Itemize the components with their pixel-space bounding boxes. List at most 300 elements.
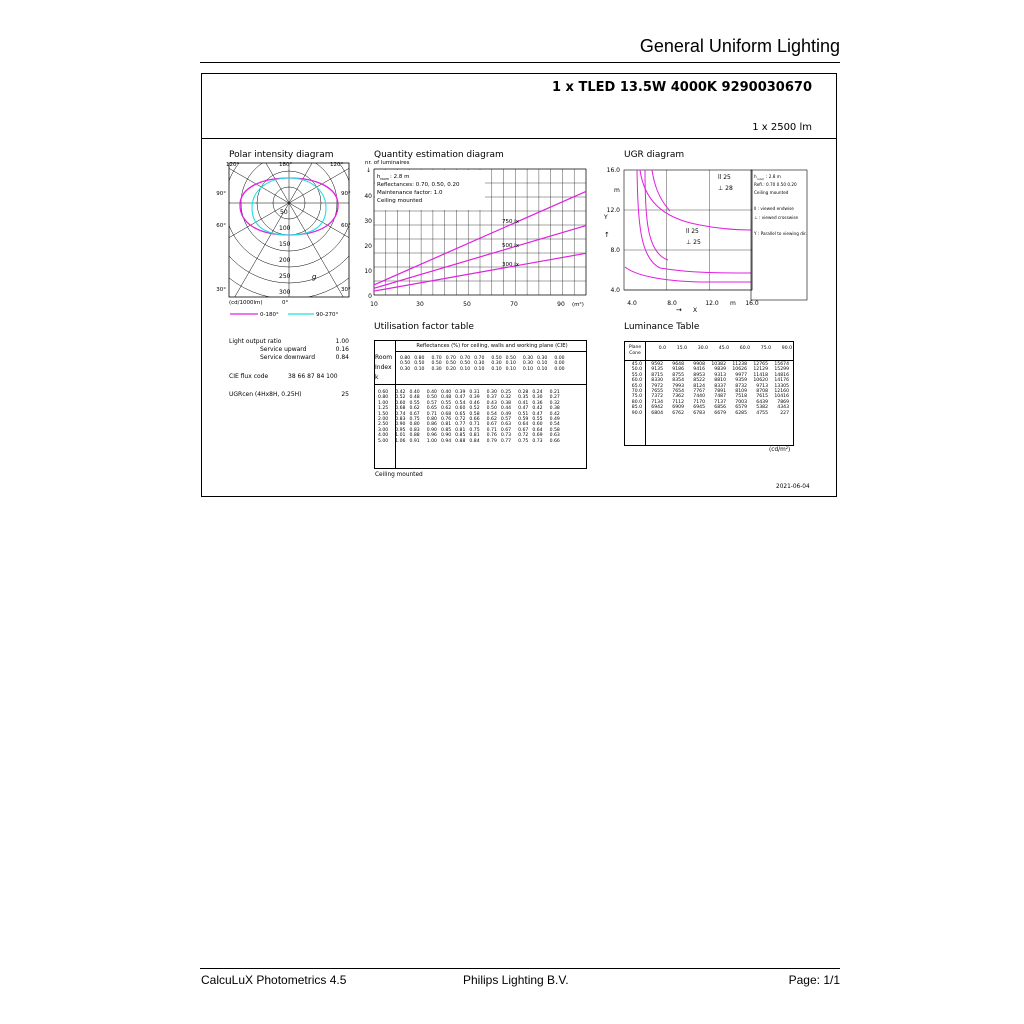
ugr-ytick: 4.0 xyxy=(610,287,620,294)
lum-cell: 7440 xyxy=(693,394,705,400)
refl-cell: 0.70 xyxy=(431,356,442,361)
lum-cell: 9313 xyxy=(714,372,726,378)
lum-cell: 15299 xyxy=(774,367,789,373)
util-cell: 0.48 xyxy=(409,395,420,401)
util-cell: 0.55 xyxy=(440,400,452,406)
lum-cell: 8109 xyxy=(735,389,747,395)
ugr-cen-value: 25 xyxy=(341,391,349,398)
lum-cell: 10620 xyxy=(753,378,768,384)
util-cell: 0.57 xyxy=(500,417,512,423)
ugr-cen-label: UGRcen (4Hx8H, 0.25H) xyxy=(229,391,302,398)
lum-angle-cell: 90.0 xyxy=(631,410,642,416)
util-cell: 0.58 xyxy=(469,411,480,417)
lum-cell: 7654 xyxy=(672,389,684,395)
lum-cell: 10416 xyxy=(774,394,789,400)
util-cell: 0.28 xyxy=(518,390,529,395)
util-cell: 0.32 xyxy=(549,400,560,406)
lum-angle-cell: 65.0 xyxy=(631,383,642,389)
refl-cell: 0.10 xyxy=(505,366,516,372)
lum-cell: 8708 xyxy=(756,389,768,395)
util-cell: 0.62 xyxy=(486,417,497,423)
lum-cell: 6942 xyxy=(651,405,663,411)
footer-page: Page: 1/1 xyxy=(788,973,840,987)
cie-flux-label: CIE flux code xyxy=(229,373,269,380)
print-date: 2021-06-04 xyxy=(776,484,810,490)
util-cell: 0.65 xyxy=(455,411,466,417)
util-cell: 0.31 xyxy=(469,390,480,395)
lum-data-grid xyxy=(625,362,791,416)
lum-cell: 10382 xyxy=(711,362,726,367)
util-cell: 0.88 xyxy=(455,438,466,444)
lum-cell: 7372 xyxy=(651,394,663,400)
room-index-cell: 2.00 xyxy=(378,417,389,423)
util-cell: 0.60 xyxy=(532,422,543,428)
lum-cell: 7615 xyxy=(756,394,768,400)
refl-cell: 0.50 xyxy=(400,361,411,367)
util-cell: 0.85 xyxy=(440,427,452,433)
lum-cell: 9648 xyxy=(672,362,684,367)
util-cell: 0.84 xyxy=(469,438,480,444)
util-cell: 0.40 xyxy=(440,390,452,395)
lum-corner-plane: Plane xyxy=(628,345,642,350)
refl-cell: 0.30 xyxy=(431,366,442,372)
util-cell: 0.80 xyxy=(426,417,437,423)
util-cell: 0.24 xyxy=(532,390,543,395)
util-cell: 0.83 xyxy=(395,417,406,423)
lum-angle-cell: 45.0 xyxy=(631,362,642,367)
lum-cell: 8715 xyxy=(651,372,663,378)
util-cell: 1.00 xyxy=(426,438,437,444)
util-cell: 0.96 xyxy=(426,433,437,439)
lum-cell: 8953 xyxy=(693,372,705,378)
refl-cell: 0.80 xyxy=(414,356,425,361)
util-cell: 0.67 xyxy=(409,411,420,417)
util-cell: 0.95 xyxy=(395,427,406,433)
lum-cell: 4343 xyxy=(777,405,789,411)
lum-angle-cell: 60.0 xyxy=(631,378,642,384)
lum-cell: 7891 xyxy=(714,389,726,395)
x-tick: 30 xyxy=(416,301,424,308)
refl-cell: 0.30 xyxy=(400,366,411,372)
util-cell: 0.32 xyxy=(500,395,512,401)
refl-cell: 0.30 xyxy=(474,361,485,367)
util-header-rule xyxy=(396,351,587,352)
util-cell: 0.43 xyxy=(486,400,497,406)
lum-cell: 12160 xyxy=(774,389,789,395)
lum-cell: 7993 xyxy=(672,383,684,389)
util-cell: 0.47 xyxy=(518,406,529,412)
util-cell: 0.50 xyxy=(426,395,437,401)
util-cell: 0.73 xyxy=(500,433,512,439)
lum-cell: 12765 xyxy=(753,362,768,367)
util-cell: 0.46 xyxy=(469,400,480,406)
util-cell: 0.30 xyxy=(486,390,497,395)
util-cell: 0.86 xyxy=(426,422,437,428)
ugr-curve-2 xyxy=(652,170,670,211)
cie-flux-value: 38 66 87 84 100 xyxy=(288,373,338,380)
refl-cell: 0.10 xyxy=(491,366,502,372)
lum-cell: 11238 xyxy=(732,362,747,367)
lum-cell: 7112 xyxy=(672,399,684,405)
ugr-label-top-b: ⊥ 28 xyxy=(718,185,733,192)
footer-software: CalcuLuX Photometrics 4.5 xyxy=(201,973,347,987)
header-rule xyxy=(200,62,840,63)
util-cell: 0.67 xyxy=(486,422,497,428)
lum-cell: 7972 xyxy=(651,383,663,389)
util-cell: 0.54 xyxy=(549,422,560,428)
util-row xyxy=(376,433,562,438)
ugr-diagram xyxy=(600,163,815,315)
ugr-label-mid-b: ⊥ 25 xyxy=(686,239,701,246)
lum-cell: 7518 xyxy=(735,394,747,400)
lum-cell: 6579 xyxy=(735,405,747,411)
line-label-500: 500 lx xyxy=(502,243,520,249)
lum-cell: 9186 xyxy=(672,367,684,373)
refl-cell: 0.10 xyxy=(474,366,485,372)
ugr-legend-parallel: Y : Parallel to viewing dir. xyxy=(754,231,807,236)
ugr-legend-refl: Refl.: 0.70 0.50 0.20 xyxy=(754,182,797,187)
refl-cell: 0.70 xyxy=(459,356,471,361)
room-label-line: Index xyxy=(375,364,392,371)
util-cell: 0.74 xyxy=(395,411,406,417)
util-cell: 0.71 xyxy=(426,411,437,417)
util-cell: 0.48 xyxy=(440,395,452,401)
refl-cell: 0.50 xyxy=(431,361,442,367)
room-index-cell: 1.25 xyxy=(378,406,389,412)
util-cell: 0.69 xyxy=(532,433,543,439)
lum-col-header: 75.0 xyxy=(760,346,771,351)
util-cell: 0.71 xyxy=(486,427,497,433)
service-downward-value: 0.84 xyxy=(335,354,349,361)
util-cell: 0.88 xyxy=(409,433,420,439)
refl-cell: 0.00 xyxy=(554,366,565,372)
ring-label: 200 xyxy=(279,257,291,264)
util-cell: 0.68 xyxy=(440,411,452,417)
util-cell: 0.80 xyxy=(409,422,420,428)
util-cell: 0.58 xyxy=(549,427,560,433)
refl-cell: 0.70 xyxy=(445,356,456,361)
quantity-yticks xyxy=(364,193,372,300)
util-cell: 0.38 xyxy=(549,406,560,412)
ugr-y-arrow-icon: ↑ xyxy=(604,231,610,239)
util-cell: 0.94 xyxy=(440,438,452,444)
luminance-title: Luminance Table xyxy=(624,322,700,332)
util-cell: 0.81 xyxy=(455,427,466,433)
refl-cell: 0.30 xyxy=(491,361,502,367)
util-cell: 0.40 xyxy=(426,390,437,395)
ugr-x-arrow-icon: → xyxy=(676,306,682,314)
util-cell: 0.36 xyxy=(532,400,543,406)
util-cell: 0.50 xyxy=(486,406,497,412)
refl-cell: 0.50 xyxy=(491,356,502,361)
lum-cell: 6856 xyxy=(714,405,726,411)
util-cell: 0.81 xyxy=(440,422,452,428)
refl-row xyxy=(398,367,567,372)
lum-cell: 9592 xyxy=(651,362,663,367)
polar-angle-l60: 60° xyxy=(216,223,226,229)
legend-label-0-180: 0-180° xyxy=(260,312,279,318)
lum-cell: 6679 xyxy=(714,410,726,416)
refl-cell: 0.20 xyxy=(445,366,456,372)
ugr-ytick: 12.0 xyxy=(606,207,620,214)
util-header: Reflectances (%) for ceiling, walls and working plane (CIE) xyxy=(416,343,568,349)
util-cell: 0.42 xyxy=(532,406,543,412)
lum-cell: 7170 xyxy=(693,399,705,405)
y-tick: 40 xyxy=(364,193,372,200)
lum-cell: 7003 xyxy=(735,399,747,405)
util-cell: 0.54 xyxy=(455,400,466,406)
ugr-legend-h-sub: room xyxy=(757,177,765,181)
lum-col-header: 0.0 xyxy=(658,346,666,351)
ugr-legend-endwise: ll : viewed endwise xyxy=(754,206,794,211)
lum-col-header: 15.0 xyxy=(676,346,687,351)
util-cell: 0.41 xyxy=(518,400,529,406)
polar-angle-tr: 120° xyxy=(330,162,344,168)
polar-title: Polar intensity diagram xyxy=(229,150,334,160)
lum-col-header: 45.0 xyxy=(718,346,729,351)
footer-rule xyxy=(200,968,840,969)
util-cell: 0.52 xyxy=(469,406,480,412)
product-flux: 1 x 2500 lm xyxy=(752,122,812,133)
lum-cell: 7655 xyxy=(651,389,663,395)
util-cell: 0.49 xyxy=(549,417,560,423)
ugr-xtick: 4.0 xyxy=(627,300,637,307)
x-tick: 90 xyxy=(557,301,565,308)
photometric-properties xyxy=(229,338,349,428)
lum-cell: 7137 xyxy=(714,399,726,405)
polar-angle-r60: 60° xyxy=(341,223,351,229)
lum-cell: 7767 xyxy=(693,389,705,395)
util-cell: 0.63 xyxy=(500,422,512,428)
util-cell: 0.71 xyxy=(469,422,480,428)
lum-cell: 8330 xyxy=(651,378,663,384)
lum-cell: 6285 xyxy=(735,410,747,416)
lum-cell: 13305 xyxy=(774,383,789,389)
room-label-line: k xyxy=(375,374,379,381)
util-cell: 0.55 xyxy=(409,400,420,406)
info-h-value: : 2.8 m xyxy=(390,174,410,180)
y-tick: 0 xyxy=(368,293,372,300)
lum-cell: 4755 xyxy=(756,410,768,416)
lum-cell: 14176 xyxy=(774,378,789,384)
lum-cell: 6909 xyxy=(672,405,684,411)
polar-angle-l30: 30° xyxy=(216,287,226,293)
util-cell: 0.64 xyxy=(532,427,543,433)
ugr-label-top-a: ll 25 xyxy=(718,174,731,181)
ugr-legend-h-value: : 2.8 m xyxy=(766,174,781,179)
util-cell: 0.21 xyxy=(549,390,560,395)
ring-label: 50 xyxy=(280,209,288,216)
refl-cell: 0.10 xyxy=(522,366,534,372)
util-row xyxy=(376,439,562,444)
util-cell: 0.49 xyxy=(500,411,512,417)
frame-separator xyxy=(202,138,836,139)
lum-cell: 8354 xyxy=(672,378,684,384)
util-cell: 0.76 xyxy=(440,417,452,423)
y-tick: 30 xyxy=(364,218,372,225)
polar-angle-l90: 90° xyxy=(216,191,226,197)
lum-cell: 15674 xyxy=(774,362,789,367)
ring-label: 250 xyxy=(279,273,291,280)
lum-cell: 9416 xyxy=(693,367,705,373)
ugr-ytick: 8.0 xyxy=(610,247,620,254)
lum-unit: (cd/m²) xyxy=(769,447,791,453)
util-data-grid xyxy=(376,390,562,444)
lum-angle-cell: 50.0 xyxy=(631,367,642,373)
lum-cell: 7134 xyxy=(651,399,663,405)
util-cell: 0.39 xyxy=(455,390,466,395)
refl-cell: 0.00 xyxy=(554,361,565,367)
room-index-cell: 4.00 xyxy=(378,433,389,439)
room-index-cell: 1.00 xyxy=(378,400,389,406)
polar-angle-bottom: 0° xyxy=(282,300,289,306)
lum-cell: 9908 xyxy=(693,362,705,367)
ugr-ytick: 16.0 xyxy=(606,167,620,174)
util-room-label xyxy=(375,353,392,383)
ring-label: 100 xyxy=(279,225,291,232)
line-label-300: 300 lx xyxy=(502,262,520,268)
util-cell: 0.47 xyxy=(455,395,466,401)
service-upward-value: 0.16 xyxy=(335,346,349,353)
room-index-cell: 0.80 xyxy=(378,395,389,401)
lum-cell: 6945 xyxy=(693,405,705,411)
product-name: 1 x TLED 13.5W 4000K 9290030670 xyxy=(551,80,812,95)
refl-cell: 0.50 xyxy=(505,356,516,361)
lum-cell: 8732 xyxy=(735,383,747,389)
line-label-750: 750 lx xyxy=(502,219,520,225)
util-cell: 0.77 xyxy=(500,438,512,444)
refl-cell: 0.10 xyxy=(414,366,425,372)
util-cell: 1.06 xyxy=(395,438,406,444)
refl-cell: 0.70 xyxy=(474,356,485,361)
util-cell: 0.66 xyxy=(549,438,560,444)
util-cell: 0.25 xyxy=(500,390,512,395)
info-h-sub: room xyxy=(380,177,390,181)
lum-cell: 6762 xyxy=(672,410,684,416)
util-cell: 0.67 xyxy=(500,427,512,433)
info-ceiling: Ceiling mounted xyxy=(377,198,423,204)
room-index-cell: 2.50 xyxy=(378,422,389,428)
lum-cell: 7362 xyxy=(672,394,684,400)
refl-cell: 0.50 xyxy=(414,361,425,367)
lum-cell: 7487 xyxy=(714,394,726,400)
util-cell: 0.54 xyxy=(486,411,497,417)
lum-header-rule xyxy=(624,360,794,361)
lum-angle-cell: 70.0 xyxy=(631,389,642,395)
util-cell: 0.30 xyxy=(532,395,543,401)
footer-company: Philips Lighting B.V. xyxy=(463,973,569,987)
util-cell: 0.57 xyxy=(426,400,437,406)
util-cell: 0.65 xyxy=(426,406,437,412)
util-cell: 0.90 xyxy=(426,427,437,433)
util-title: Utilisation factor table xyxy=(374,322,474,332)
gamma-label: g xyxy=(312,273,317,281)
lum-corner-cone: Cone xyxy=(629,351,641,356)
util-cell: 0.62 xyxy=(440,406,452,412)
lum-cell: 14816 xyxy=(774,372,789,378)
lum-col-header: 30.0 xyxy=(697,346,708,351)
lum-cell: 5382 xyxy=(756,405,768,411)
ugr-curve-4 xyxy=(625,267,751,282)
quantity-title: Quantity estimation diagram xyxy=(374,150,504,160)
room-index-cell: 3.00 xyxy=(378,427,389,433)
ring-label: 150 xyxy=(279,241,291,248)
page-title: General Uniform Lighting xyxy=(639,36,840,56)
lum-cell: 8522 xyxy=(693,378,705,384)
polar-angle-tl: 120° xyxy=(226,162,240,168)
ugr-title: UGR diagram xyxy=(624,150,685,160)
util-refl-rule xyxy=(374,384,587,385)
util-cell: 0.85 xyxy=(455,433,466,439)
quantity-chart xyxy=(360,158,600,310)
util-cell: 0.60 xyxy=(395,400,406,406)
info-h: h xyxy=(377,174,381,180)
lum-col-headers xyxy=(646,346,793,354)
polar-angle-top: 180° xyxy=(279,162,293,168)
util-cell: 0.79 xyxy=(486,438,497,444)
polar-angle-r90: 90° xyxy=(341,191,351,197)
util-row xyxy=(376,406,562,411)
room-index-cell: 5.00 xyxy=(378,438,389,444)
lum-col-header: 90.0 xyxy=(781,346,792,351)
util-cell: 0.62 xyxy=(409,406,420,412)
util-cell: 0.47 xyxy=(532,411,543,417)
util-cell: 0.76 xyxy=(486,433,497,439)
quantity-ylabel: nr. of luminaires xyxy=(365,160,410,166)
ugr-curve-5 xyxy=(645,170,668,260)
service-downward-label: Service downward xyxy=(260,354,316,361)
ugr-m-bottom: m xyxy=(730,300,736,307)
util-cell: 0.38 xyxy=(500,400,512,406)
service-upward-label: Service upward xyxy=(260,346,307,353)
lum-angle-cell: 75.0 xyxy=(631,394,642,400)
lum-cell: 9135 xyxy=(651,367,663,373)
util-cell: 0.77 xyxy=(455,422,466,428)
util-cell: 0.75 xyxy=(518,438,529,444)
polar-angle-r30: 30° xyxy=(341,287,351,293)
room-index-cell: 0.60 xyxy=(378,390,389,395)
lor-label: Light output ratio xyxy=(229,338,282,345)
lor-value: 1.00 xyxy=(335,338,349,345)
util-cell: 0.39 xyxy=(469,395,480,401)
lum-cell: 8755 xyxy=(672,372,684,378)
util-cell: 0.42 xyxy=(549,411,560,417)
ugr-xtick: 16.0 xyxy=(745,300,759,307)
refl-cell: 0.30 xyxy=(522,361,534,367)
util-cell: 0.75 xyxy=(469,427,480,433)
ugr-y-label: Y xyxy=(604,214,608,221)
legend-label-90-270: 90-270° xyxy=(316,312,339,318)
lum-cell: 7869 xyxy=(777,399,789,405)
polar-diagram xyxy=(216,160,356,320)
refl-cell: 0.10 xyxy=(505,361,516,367)
lum-cell: 6804 xyxy=(651,410,663,416)
lum-angle-cell: 85.0 xyxy=(631,405,642,411)
util-cell: 0.52 xyxy=(395,395,406,401)
lum-cell: 8124 xyxy=(693,383,705,389)
ugr-x-label: X xyxy=(693,307,698,314)
refl-cell: 0.10 xyxy=(459,366,471,372)
lum-cell: 9977 xyxy=(735,372,747,378)
util-cell: 0.37 xyxy=(486,395,497,401)
ugr-curve-3 xyxy=(637,170,751,273)
util-cell: 0.60 xyxy=(455,406,466,412)
info-reflectances: Reflectances: 0.70, 0.50, 0.20 xyxy=(377,182,460,188)
ugr-label-mid-a: ll 25 xyxy=(686,228,699,235)
util-cell: 0.55 xyxy=(532,417,543,423)
util-cell: 0.90 xyxy=(440,433,452,439)
lum-cell: 6783 xyxy=(693,410,705,416)
